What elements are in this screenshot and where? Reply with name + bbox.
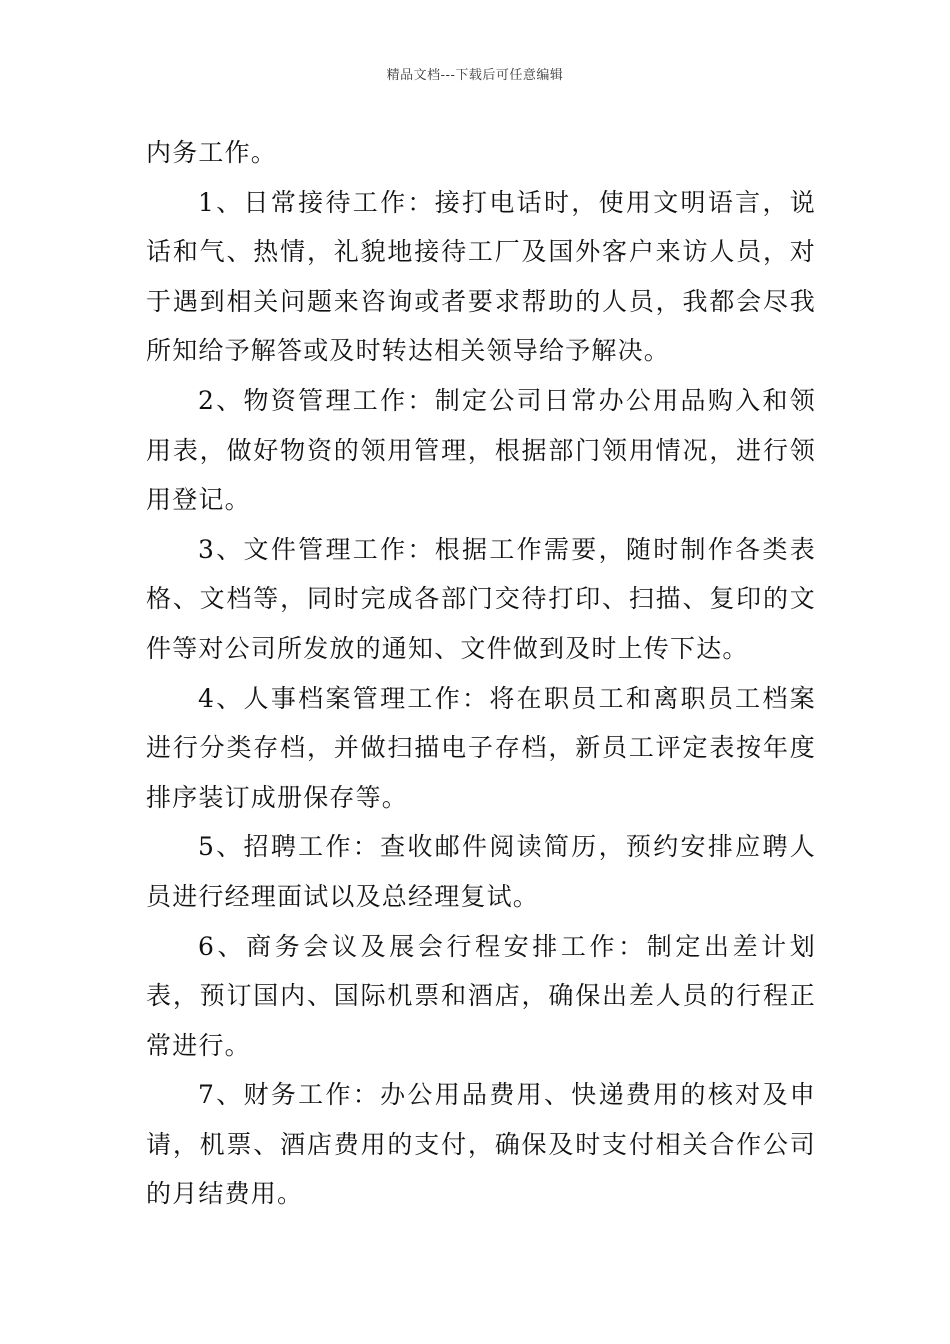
paragraph-intro: 内务工作。 (146, 138, 278, 167)
paragraph-business-travel: 6、商务会议及展会行程安排工作：制定出差计划表，预订国内、国际机票和酒店，确保出差人员的行程正常进行。 (146, 931, 816, 1060)
paragraph-reception: 1、日常接待工作：接打电话时，使用文明语言，说话和气、热情，礼貌地接待工厂及国外客户来访人员，对于遇到相关问题来咨询或者要求帮助的人员，我都会尽我所知给予解答或及时转达相关领导给予解决。 (146, 187, 816, 366)
page-header: 精品文档---下载后可任意编辑 (386, 68, 564, 83)
paragraph-recruitment: 5、招聘工作：查收邮件阅读简历，预约安排应聘人员进行经理面试以及总经理复试。 (146, 832, 816, 911)
paragraph-supplies: 2、物资管理工作：制定公司日常办公用品购入和领用表，做好物资的领用管理，根据部门领用情况，进行领用登记。 (146, 385, 816, 515)
paragraph-personnel-files: 4、人事档案管理工作：将在职员工和离职员工档案进行分类存档，并做扫描电子存档，新员工评定表按年度排序装订成册保存等。 (146, 683, 816, 812)
document-body (146, 128, 816, 1219)
paragraph-documents: 3、文件管理工作：根据工作需要，随时制作各类表格、文档等，同时完成各部门交待打印、扫描、复印的文件等对公司所发放的通知、文件做到及时上传下达。 (146, 534, 816, 663)
paragraph-finance: 7、财务工作：办公用品费用、快递费用的核对及申请，机票、酒店费用的支付，确保及时支付相关合作公司的月结费用。 (146, 1080, 816, 1209)
